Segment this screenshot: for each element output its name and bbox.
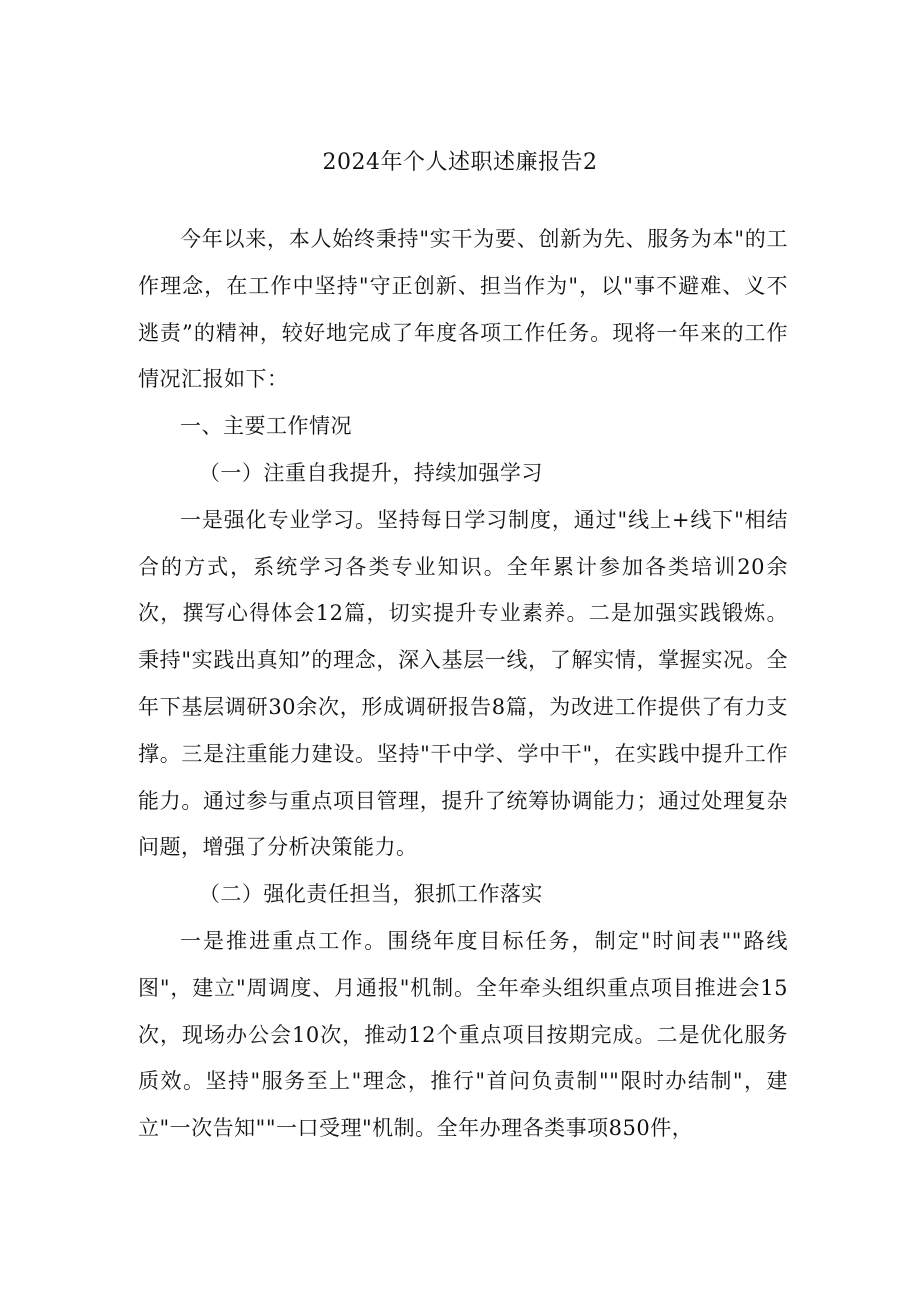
responsibility-paragraph: 一是推进重点工作。围绕年度目标任务，制定"时间表""路线图"，建立"周调度、月通报"机制。全年牵头组织重点项目推进会15次，现场办公会10次，推动12个重点项目按期完成。二是优化服务质效。坚持"服务至上"理念，推行"首问负责制""限时办结制"，建立"一次告知""一口受理"机制。全年办理各类事项850件， xyxy=(138,928,788,1141)
section-heading-main-work: 一、主要工作情况 xyxy=(180,414,352,439)
subsection-heading-learning: （一）注重自我提升，持续加强学习 xyxy=(198,460,543,485)
document-body xyxy=(138,216,788,1152)
document-title: 2024年个人述职述廉报告2 xyxy=(322,150,598,175)
intro-paragraph: 今年以来，本人始终秉持"实干为要、创新为先、服务为本"的工作理念，在工作中坚持"守正创新、担当作为"，以"事不避难、义不逃责”的精神，较好地完成了年度各项工作任务。现将一年来的工作情况汇报如下： xyxy=(138,227,788,392)
learning-paragraph: 一是强化专业学习。坚持每日学习制度，通过"线上+线下"相结合的方式，系统学习各类专业知识。全年累计参加各类培训20余次，撰写心得体会12篇，切实提升专业素养。二是加强实践锻炼。秉持"实践出真知”的理念，深入基层一线，了解实情，掌握实况。全年下基层调研30余次，形成调研报告8篇，为改进工作提供了有力支撑。三是注重能力建设。坚持"干中学、学中干"，在实践中提升工作能力。通过参与重点项目管理，提升了统筹协调能力；通过处理复杂问题，增强了分析决策能力。 xyxy=(138,507,788,860)
subsection-heading-responsibility: （二）强化责任担当，狠抓工作落实 xyxy=(198,882,543,907)
